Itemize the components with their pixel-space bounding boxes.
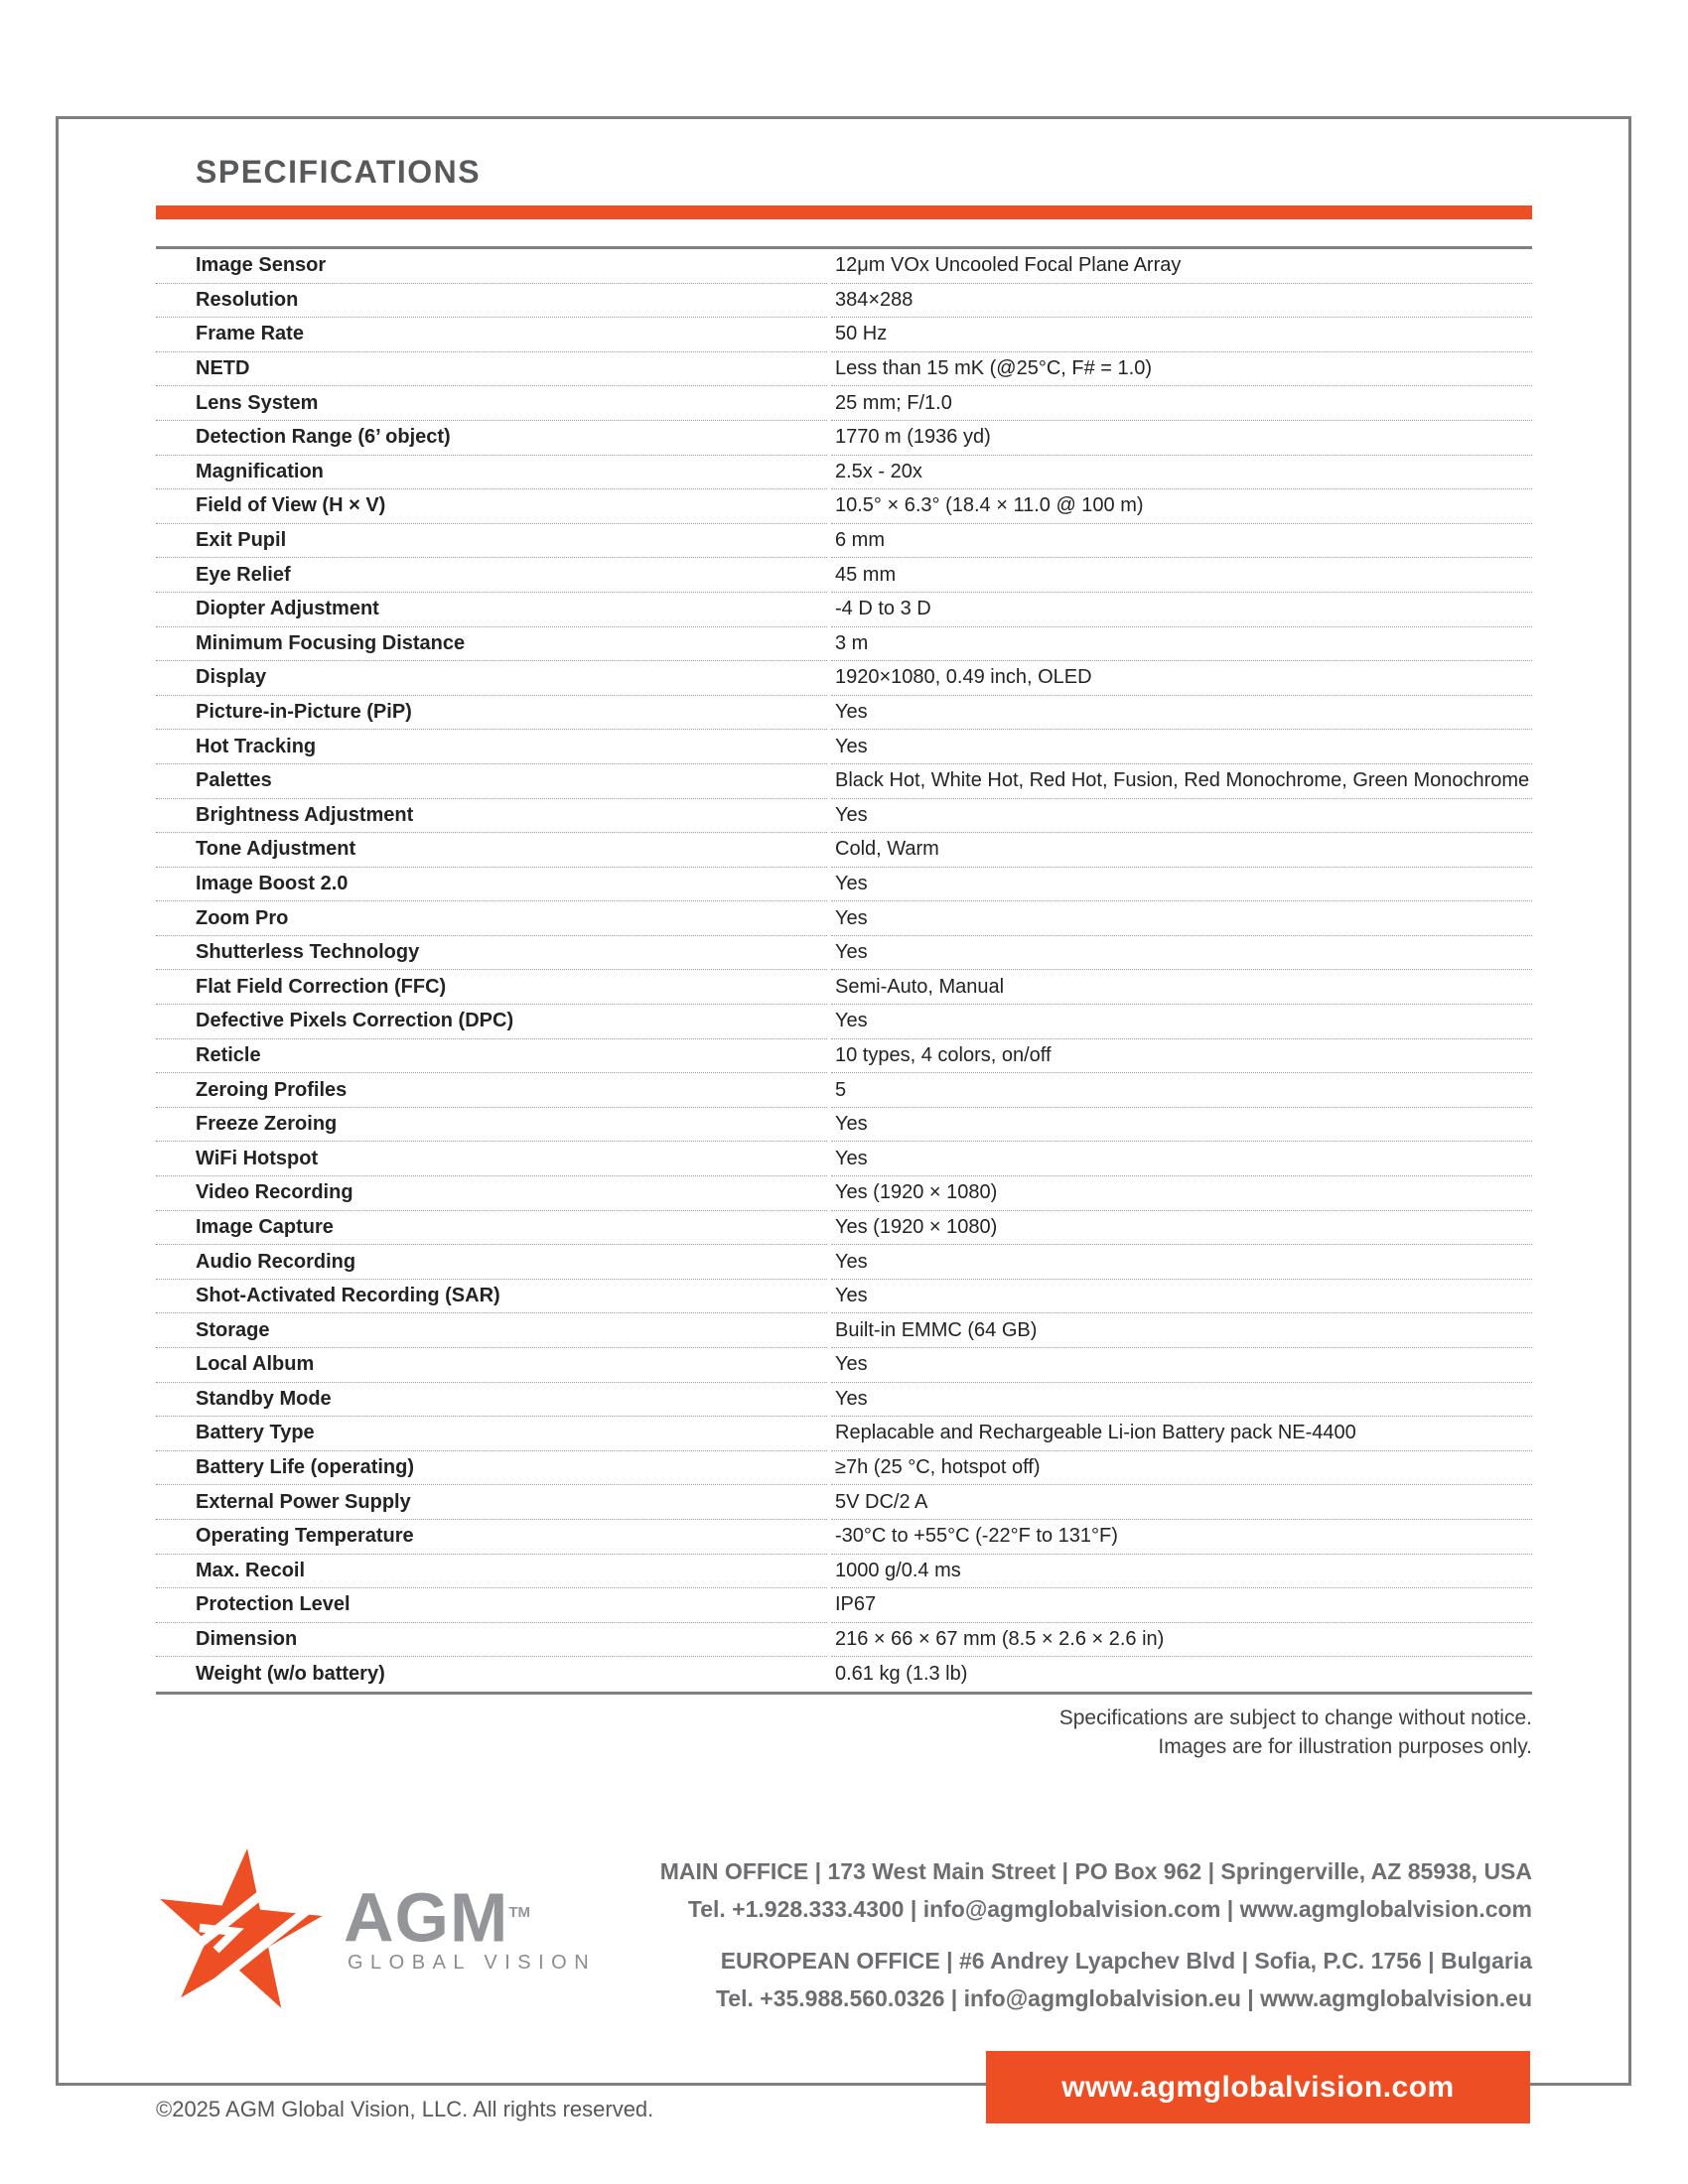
spec-value: 3 m	[831, 627, 1532, 662]
table-row	[156, 1623, 1532, 1658]
spec-label: Brightness Adjustment	[156, 799, 827, 834]
table-row	[156, 1005, 1532, 1039]
spec-label: Image Capture	[156, 1211, 827, 1246]
spec-label: Operating Temperature	[156, 1520, 827, 1555]
table-row	[156, 1657, 1532, 1692]
table-row	[156, 1245, 1532, 1280]
table-row	[156, 1348, 1532, 1383]
spec-label: Local Album	[156, 1348, 827, 1383]
spec-label: Shutterless Technology	[156, 936, 827, 971]
spec-label: Zoom Pro	[156, 901, 827, 936]
table-row	[156, 524, 1532, 559]
spec-label: Magnification	[156, 456, 827, 490]
spec-value: Semi-Auto, Manual	[831, 970, 1532, 1005]
spec-label: Tone Adjustment	[156, 833, 827, 868]
spec-value: -4 D to 3 D	[831, 593, 1532, 627]
title-underline-bar	[156, 205, 1532, 219]
brand-wordmark	[344, 1878, 530, 1957]
spec-value: Yes	[831, 936, 1532, 971]
disclaimer-note: Images are for illustration purposes only.	[1158, 1735, 1532, 1758]
spec-value: -30°C to +55°C (-22°F to 131°F)	[831, 1520, 1532, 1555]
spec-value: 1000 g/0.4 ms	[831, 1555, 1532, 1589]
spec-value: 2.5x - 20x	[831, 456, 1532, 490]
spec-label: Freeze Zeroing	[156, 1108, 827, 1143]
spec-label: Reticle	[156, 1039, 827, 1074]
spec-label: Diopter Adjustment	[156, 593, 827, 627]
table-row	[156, 1176, 1532, 1211]
table-row	[156, 1451, 1532, 1486]
spec-label: Storage	[156, 1313, 827, 1348]
spec-label: Max. Recoil	[156, 1555, 827, 1589]
spec-label: Flat Field Correction (FFC)	[156, 970, 827, 1005]
spec-label: External Power Supply	[156, 1485, 827, 1520]
spec-value: 45 mm	[831, 558, 1532, 593]
website-banner[interactable]	[986, 2051, 1530, 2123]
european-office-address: EUROPEAN OFFICE | #6 Andrey Lyapchev Blvd | Sofia, P.C. 1756 | Bulgaria	[720, 1948, 1532, 1974]
table-row	[156, 661, 1532, 696]
table-row	[156, 696, 1532, 731]
spec-label: Display	[156, 661, 827, 696]
spec-value: Less than 15 mK (@25°C, F# = 1.0)	[831, 352, 1532, 387]
spec-value: 12μm VOx Uncooled Focal Plane Array	[831, 249, 1532, 284]
spec-value: 0.61 kg (1.3 lb)	[835, 1663, 968, 1686]
spec-value: Cold, Warm	[831, 833, 1532, 868]
table-row	[156, 901, 1532, 936]
spec-value: ≥7h (25 °C, hotspot off)	[831, 1451, 1532, 1486]
spec-label: Weight (w/o battery)	[196, 1663, 385, 1686]
table-row	[156, 593, 1532, 627]
spec-label: Exit Pupil	[156, 524, 827, 559]
european-office-contact: Tel. +35.988.560.0326 | info@agmglobalvision.eu | www.agmglobalvision.eu	[715, 1985, 1532, 2011]
spec-value: Yes	[831, 1108, 1532, 1143]
table-row	[156, 1142, 1532, 1176]
table-row	[156, 489, 1532, 524]
spec-label: WiFi Hotspot	[156, 1142, 827, 1176]
spec-value: Yes (1920 × 1080)	[831, 1211, 1532, 1246]
spec-value: Yes	[831, 901, 1532, 936]
main-office-contact: Tel. +1.928.333.4300 | info@agmglobalvision.com | www.agmglobalvision.com	[687, 1896, 1532, 1922]
spec-value: Yes	[831, 1348, 1532, 1383]
page-title: SPECIFICATIONS	[196, 154, 482, 190]
brand-text: AGM	[344, 1878, 509, 1957]
spec-value: Yes	[831, 730, 1532, 764]
table-row	[156, 764, 1532, 799]
spec-value: IP67	[831, 1588, 1532, 1623]
main-office-address: MAIN OFFICE | 173 West Main Street | PO Box 962 | Springerville, AZ 85938, USA	[659, 1858, 1532, 1884]
spec-value: 5	[831, 1073, 1532, 1108]
spec-value: 1920×1080, 0.49 inch, OLED	[831, 661, 1532, 696]
spec-value: Black Hot, White Hot, Red Hot, Fusion, Red Monochrome, Green Monochrome	[831, 764, 1532, 799]
spec-label: Battery Type	[156, 1417, 827, 1451]
spec-label: Lens System	[156, 386, 827, 421]
spec-label: Battery Life (operating)	[156, 1451, 827, 1486]
table-row	[156, 1313, 1532, 1348]
table-row	[156, 1073, 1532, 1108]
office-contacts	[660, 1852, 1532, 2017]
table-row	[156, 558, 1532, 593]
spec-label: Eye Relief	[156, 558, 827, 593]
spec-label: Protection Level	[156, 1588, 827, 1623]
spec-label: NETD	[156, 352, 827, 387]
spec-label: Shot-Activated Recording (SAR)	[156, 1280, 827, 1314]
spec-value: Yes	[831, 1280, 1532, 1314]
disclaimer-note: Specifications are subject to change without notice.	[1058, 1706, 1532, 1729]
spec-value: Yes	[831, 1142, 1532, 1176]
table-row	[156, 1555, 1532, 1589]
spec-value: 384×288	[831, 284, 1532, 319]
spec-value: 10.5° × 6.3° (18.4 × 11.0 @ 100 m)	[831, 489, 1532, 524]
copyright-text: ©2025 AGM Global Vision, LLC. All rights reserved.	[156, 2097, 654, 2121]
table-row	[156, 1588, 1532, 1623]
spec-label: Image Boost 2.0	[156, 868, 827, 902]
table-row	[156, 1485, 1532, 1520]
agm-logo	[145, 1835, 597, 2033]
spec-label: Frame Rate	[156, 318, 827, 352]
table-row	[156, 730, 1532, 764]
spec-label: Standby Mode	[156, 1383, 827, 1418]
spec-label: Audio Recording	[156, 1245, 827, 1280]
spec-value: Yes	[831, 1005, 1532, 1039]
spec-label: Picture-in-Picture (PiP)	[156, 696, 827, 731]
table-row	[156, 249, 1532, 284]
table-row	[156, 970, 1532, 1005]
website-link[interactable]: www.agmglobalvision.com	[1061, 2070, 1455, 2104]
spec-label: Zeroing Profiles	[156, 1073, 827, 1108]
european-office-block	[660, 1942, 1532, 2017]
brand-tagline: GLOBAL VISION	[348, 1952, 597, 1974]
spec-label: Dimension	[156, 1623, 827, 1658]
spec-label: Field of View (H × V)	[156, 489, 827, 524]
spec-label: Video Recording	[156, 1176, 827, 1211]
spec-value: Yes	[831, 868, 1532, 902]
table-row	[156, 868, 1532, 902]
spec-label: Resolution	[156, 284, 827, 319]
spec-value: Yes	[831, 696, 1532, 731]
table-row	[156, 1211, 1532, 1246]
spec-label: Minimum Focusing Distance	[156, 627, 827, 662]
table-row	[156, 1108, 1532, 1143]
spec-value: 6 mm	[831, 524, 1532, 559]
table-row	[156, 318, 1532, 352]
spec-value: 50 Hz	[831, 318, 1532, 352]
table-row	[156, 1280, 1532, 1314]
agm-star-icon	[145, 1839, 332, 2029]
table-row	[156, 456, 1532, 490]
spec-value: 1770 m (1936 yd)	[831, 421, 1532, 456]
trademark-symbol: TM	[508, 1904, 530, 1921]
spec-label: Palettes	[156, 764, 827, 799]
table-row	[156, 386, 1532, 421]
table-row	[156, 1383, 1532, 1418]
spec-label: Detection Range (6’ object)	[156, 421, 827, 456]
disclaimer-notes	[1059, 1704, 1532, 1761]
spec-label: Image Sensor	[156, 249, 827, 284]
spec-value: Yes (1920 × 1080)	[831, 1176, 1532, 1211]
table-row	[156, 1520, 1532, 1555]
specifications-table	[156, 246, 1532, 1695]
spec-value: Built-in EMMC (64 GB)	[831, 1313, 1532, 1348]
main-office-block	[660, 1852, 1532, 1928]
spec-value: 216 × 66 × 67 mm (8.5 × 2.6 × 2.6 in)	[831, 1623, 1532, 1658]
table-row	[156, 627, 1532, 662]
table-row	[156, 833, 1532, 868]
spec-label: Hot Tracking	[156, 730, 827, 764]
table-row	[156, 936, 1532, 971]
spec-value: Yes	[831, 1383, 1532, 1418]
table-row	[156, 1417, 1532, 1451]
spec-value: 25 mm; F/1.0	[831, 386, 1532, 421]
table-row	[156, 352, 1532, 387]
table-row	[156, 421, 1532, 456]
spec-value: 10 types, 4 colors, on/off	[831, 1039, 1532, 1074]
spec-value: Yes	[831, 799, 1532, 834]
table-row	[156, 284, 1532, 319]
table-row	[156, 799, 1532, 834]
spec-value: 5V DC/2 A	[831, 1485, 1532, 1520]
table-row	[156, 1039, 1532, 1074]
spec-value: Replacable and Rechargeable Li-ion Battery pack NE-4400	[831, 1417, 1532, 1451]
spec-label: Defective Pixels Correction (DPC)	[156, 1005, 827, 1039]
spec-value: Yes	[831, 1245, 1532, 1280]
